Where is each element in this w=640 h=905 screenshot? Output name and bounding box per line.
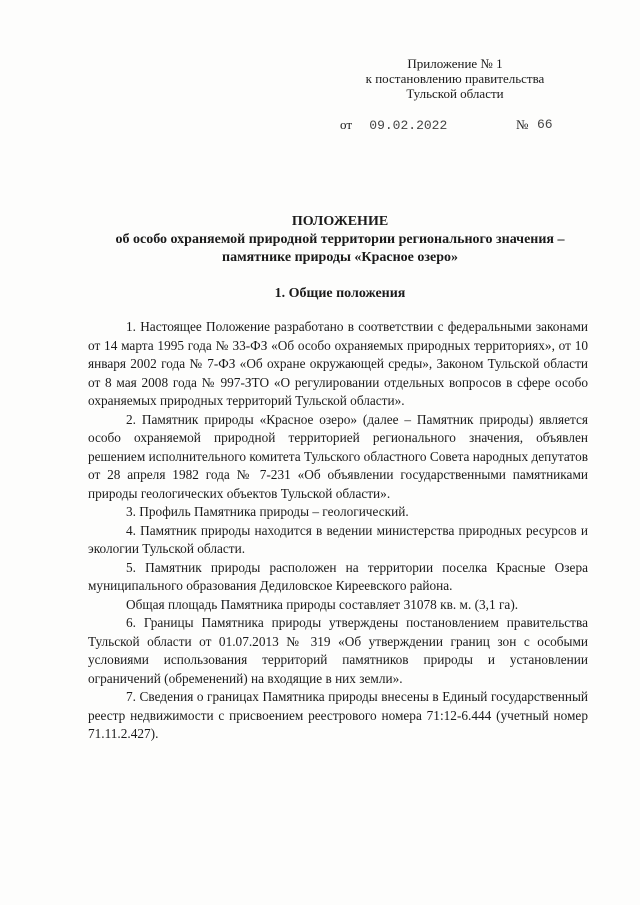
date-prefix: от: [340, 117, 353, 132]
document-title: [60, 213, 620, 267]
title-line-3: памятнике природы «Красное озеро»: [222, 250, 458, 265]
number-prefix: №: [516, 117, 529, 132]
document-body: [88, 318, 588, 744]
number-value: 66: [537, 117, 553, 132]
paragraph-7: 7. Сведения о границах Памятника природы внесены в Единый государственный реестр недвижимости с присвоением реестрового номера 71:12-6.444 (учетный номер 71.11.2.427).: [88, 689, 588, 741]
appendix-line-1: Приложение № 1: [407, 56, 503, 71]
paragraph-4: 4. Памятник природы находится в ведении министерства природных ресурсов и экологии Тульской области.: [88, 522, 588, 556]
paragraph-3: 3. Профиль Памятника природы – геологический.: [126, 504, 409, 519]
paragraph-1: 1. Настоящее Положение разработано в соответствии с федеральными законами от 14 марта 1995 года № 33-ФЗ «Об особо охраняемых природных территориях», от 10 января 2002 года № 7-ФЗ «Об охране окружающей среды», Законом Тульской области от 8 мая 2008 года № 997-ЗТО «О регулировании отдельных вопросов в сфере особо охраняемых природных территорий Тульской области».: [88, 319, 588, 408]
paragraph-6: 6. Границы Памятника природы утверждены постановлением правительства Тульской области от 01.07.2013 № 319 «Об утверждении границ зон с особыми условиями использования территорий памятников природы и установлении ограничений (обременений) на входящие в них земли».: [88, 615, 588, 686]
date-value: 09.02.2022: [369, 118, 448, 133]
section-heading: 1. Общие положения: [274, 286, 406, 301]
title-line-2: об особо охраняемой природной территории регионального значения –: [115, 232, 565, 247]
title-line-1: ПОЛОЖЕНИЕ: [291, 214, 389, 229]
paragraph-5-area: Общая площадь Памятника природы составляет 31078 кв. м. (3,1 га).: [126, 596, 519, 612]
paragraph-2: 2. Памятник природы «Красное озеро» (далее – Памятник природы) является особо охраняемой природной территорией регионального значения, объявлен решением исполнительного комитета Тульского областного Совета народных депутатов от 28 апреля 1982 года № 7-231 «Об объявлении государственными памятниками природы геологических объектов Тульской области».: [88, 411, 588, 501]
paragraph-5: 5. Памятник природы расположен на территории поселка Красные Озера муниципального образования Дедиловское Киреевского района.: [88, 559, 588, 593]
date-number-line: [340, 117, 553, 133]
appendix-line-2: к постановлению правительства: [365, 71, 545, 86]
appendix-block: [330, 56, 580, 101]
appendix-line-3: Тульской области: [406, 86, 504, 101]
